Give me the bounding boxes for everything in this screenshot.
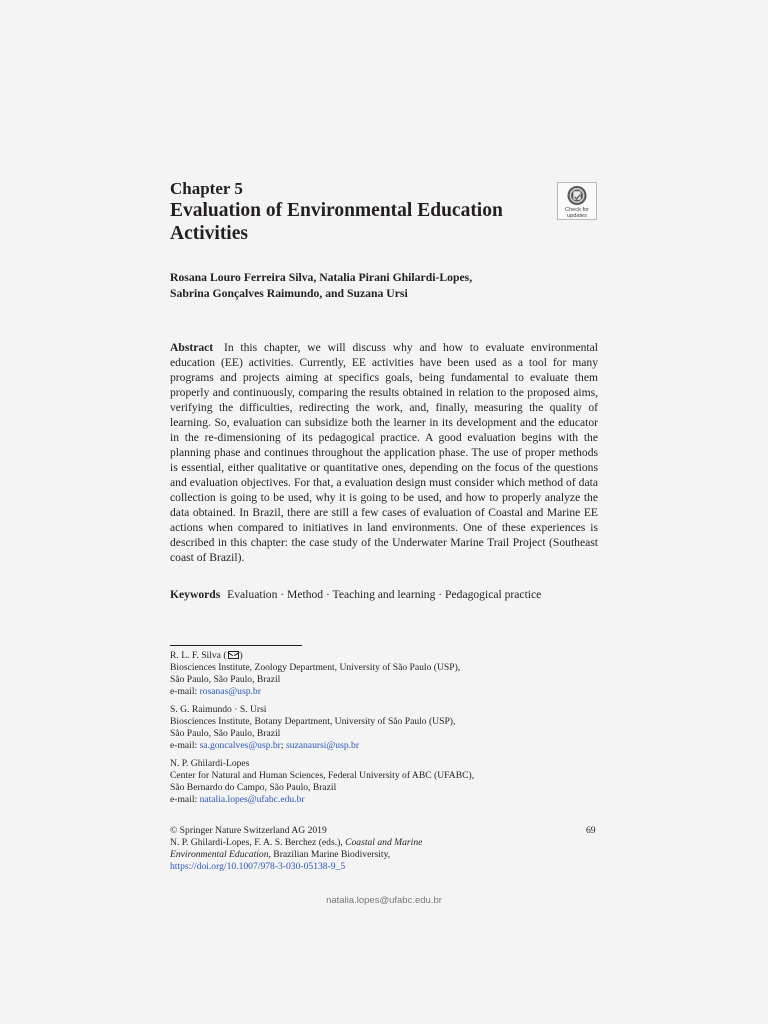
keywords-text: Evaluation · Method · Teaching and learning · Pedagogical practice <box>227 588 542 601</box>
affiliation-name: R. L. F. Silva ( ) <box>170 650 243 661</box>
envelope-icon <box>228 651 239 659</box>
keywords <box>170 588 541 601</box>
affiliation-line-2: São Paulo, São Paulo, Brazil <box>170 728 281 739</box>
email-link[interactable]: sa.goncalves@usp.br <box>199 740 281 751</box>
affiliation-email-row: e-mail: sa.goncalves@usp.br; suzanaursi@usp.br <box>170 740 360 751</box>
affiliation-email-row: e-mail: natalia.lopes@ufabc.edu.br <box>170 794 305 805</box>
check-for-updates-badge[interactable] <box>557 182 597 220</box>
abstract-label: Abstract <box>170 341 214 354</box>
affiliation-name: N. P. Ghilardi-Lopes <box>170 758 250 769</box>
affiliation-line-1: Biosciences Institute, Zoology Department, University of São Paulo (USP), <box>170 662 461 673</box>
affiliation-line-1: Center for Natural and Human Sciences, Federal University of ABC (UFABC), <box>170 770 475 781</box>
abstract <box>170 340 598 565</box>
doi-link[interactable]: https://doi.org/10.1007/978-3-030-05138-9_5 <box>170 861 346 872</box>
citation-line-1: N. P. Ghilardi-Lopes, F. A. S. Berchez (eds.), Coastal and Marine <box>170 837 423 848</box>
chapter-label: Chapter 5 <box>170 179 243 198</box>
chapter-title: Evaluation of Environmental Education Activities <box>170 200 503 244</box>
affiliation-line-2: São Paulo, São Paulo, Brazil <box>170 674 281 685</box>
authors-line-1: Rosana Louro Ferreira Silva, Natalia Pirani Ghilardi-Lopes, <box>170 271 473 284</box>
check-for-updates-icon <box>566 185 588 206</box>
author-list <box>170 270 472 302</box>
affiliation-line-1: Biosciences Institute, Botany Department, University of São Paulo (USP), <box>170 716 456 727</box>
copyright-block <box>170 825 422 873</box>
affiliation-line-2: São Bernardo do Campo, São Paulo, Brazil <box>170 782 337 793</box>
affiliation-name: S. G. Raimundo · S. Ursi <box>170 704 267 715</box>
authors-line-2: Sabrina Gonçalves Raimundo, and Suzana Ursi <box>170 287 408 300</box>
page-number: 69 <box>586 825 596 836</box>
affiliation-ghilardi-lopes <box>170 758 474 806</box>
footnote-divider <box>170 645 302 646</box>
keywords-label: Keywords <box>170 588 221 601</box>
check-for-updates-text: Check for updates <box>565 207 589 219</box>
citation-line-2: Environmental Education, Brazilian Marine Biodiversity, <box>170 849 391 860</box>
email-link-2[interactable]: suzanaursi@usp.br <box>285 740 360 751</box>
email-link[interactable]: rosanas@usp.br <box>199 686 261 697</box>
affiliation-raimundo-ursi <box>170 704 474 752</box>
affiliation-silva <box>170 650 474 698</box>
affiliations <box>170 650 474 812</box>
email-link[interactable]: natalia.lopes@ufabc.edu.br <box>199 794 305 805</box>
email-watermark: natalia.lopes@ufabc.edu.br <box>326 895 442 906</box>
affiliation-email-row: e-mail: rosanas@usp.br <box>170 686 261 697</box>
abstract-text: In this chapter, we will discuss why and how to evaluate environmental education (EE) activities. Currently, EE activities have been used as a tool for many programs and projects aiming at specifics goals, being fundamental to evaluate them properly and continuously, comparing the results obtained in relation to the proposed aims, verifying the difficulties, redirecting the work, and, finally, measuring the quality of learning. So, evaluation can subsidize both the learner in its development and the educator in the re-dimensioning of its pedagogical practice. A good evaluation begins with the planning phase and continues throughout the application phase. The use of proper methods is essential, either qualitative or quantitative ones, depending on the focus of the questions and evaluation objectives. For that, a evaluation design must consider which method of data collection is going to be used, why it is going to be used, and how to properly analyze the data obtained. In Brazil, there are still a few cases of evaluation of Coastal and Marine EE actions when compared to initiatives in land environments. One of these experiences is described in this chapter: the case study of the Underwater Marine Trail Project (Southeast coast of Brazil). <box>170 341 598 564</box>
copyright-line: © Springer Nature Switzerland AG 2019 <box>170 825 327 836</box>
